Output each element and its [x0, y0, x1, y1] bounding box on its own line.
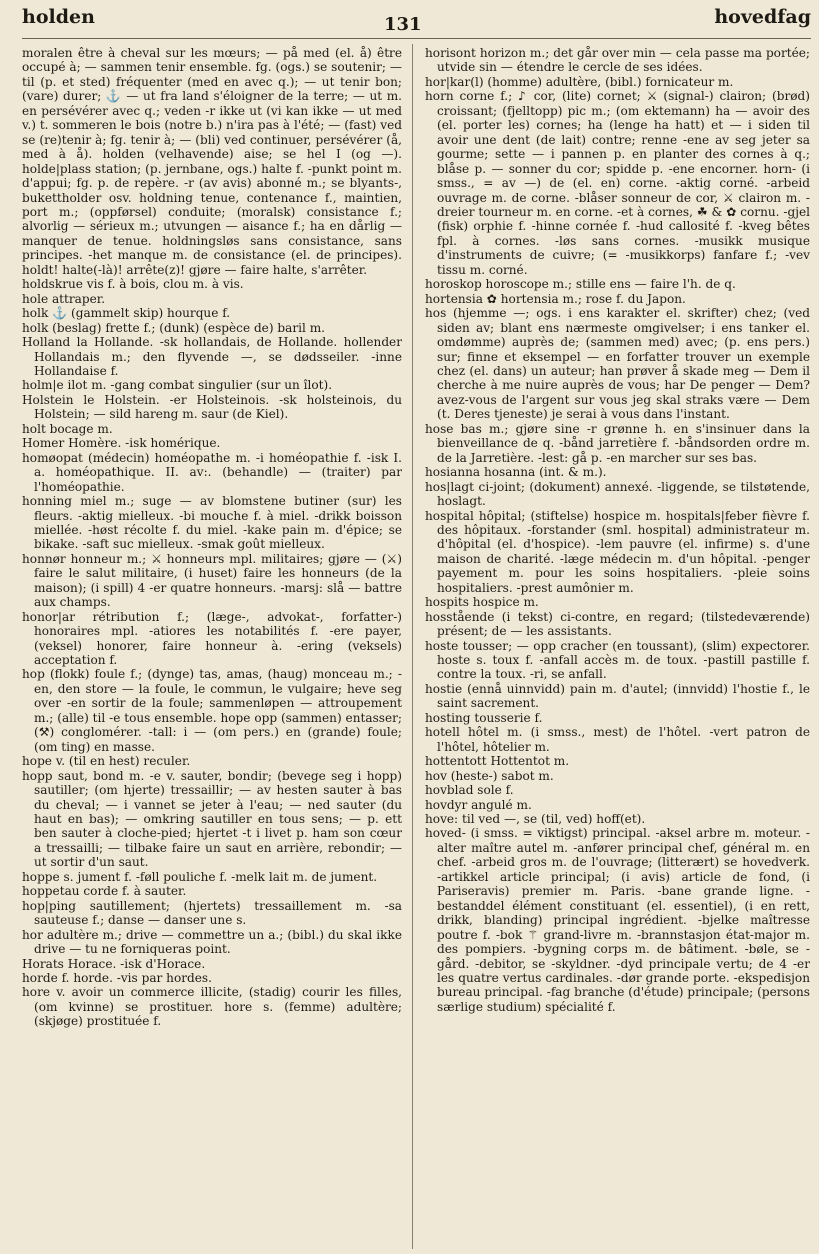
left-guide-word: holden — [22, 6, 95, 28]
entry: hop (flokk) foule f.; (dynge) tas, amas, (haug) monceau m.; -en, den store — la foule, le commun, le vulgaire; heve seg over -en sortir de la foule; sammenløpen — attroupement m.; (alle) til -e tous ensemble. hope opp (sammen) entasser; (⚒) conglomérer. -tall: i — (om pers.) en (grande) foule; (om ting) en masse. — [22, 667, 402, 754]
entry: hov (heste-) sabot m. — [425, 768, 554, 783]
entry: hostie (ennå uinnvidd) pain m. d'autel; (innvidd) l'hostie f., le saint sacrement. — [425, 681, 810, 711]
entry: hor adultère m.; drive — commettre un a.; (bibl.) du skal ikke drive — tu ne forniqueras point. — [22, 927, 402, 957]
entry: Horats Horace. -isk d'Horace. — [22, 956, 206, 971]
page-number: 131 — [384, 14, 422, 35]
entry: holk ⚓ (gammelt skip) hourque f. — [22, 306, 231, 321]
entry: horde f. horde. -vis par hordes. — [22, 971, 212, 985]
entry: hoppe s. jument f. -føll pouliche f. -melk lait m. de jument. — [22, 869, 378, 884]
right-column — [425, 46, 810, 1250]
entry: honning miel m.; suge — av blomstene butiner (sur) les fleurs. -aktig mielleux. -bi mouche f. à miel. -drikk boisson miellée. -høst récolte f. du miel. -kake pain m. d'épice; se bikake. -saft suc mielleux. -smak goût mielleux. — [22, 494, 402, 552]
page-header — [22, 6, 811, 40]
entry: hosting tousserie f. — [425, 710, 543, 725]
entry: hosianna hosanna (int. & m.). — [425, 465, 607, 480]
entry: hore v. avoir un commerce illicite, (stadig) courir les filles, (om kvinne) se prostituer. hore s. (femme) adultère; (skjøge) prostituée f. — [22, 985, 402, 1029]
entry: honnør honneur m.; ⚔ honneurs mpl. militaires; gjøre — (⚔) faire le salut militaire, (i huset) faire les honneurs (de la maison); (i spill) 4 -er quatre honneurs. -marsj: slå — battre aux champs. — [22, 551, 402, 610]
entry: honor|ar rétribution f.; (læge-, advokat-, forfatter-) honoraires mpl. -atiores les notabilités f. -ere payer, (veksel) honorer, faire honneur à. -ering (veksels) acceptation f. — [22, 609, 402, 668]
entry: holm|e ilot m. -gang combat singulier (sur un îlot). — [22, 378, 333, 393]
entry: horoskop horoscope m.; stille ens — faire l'h. de q. — [425, 277, 736, 292]
entry: holk (beslag) frette f.; (dunk) (espèce de) baril m. — [22, 320, 326, 335]
entry: hoved- (i smss. = viktigst) principal. -aksel arbre m. moteur. -alter maître autel m. -anfører principal chef, général m. en chef. -arbeid gros m. de l'ouvrage; (litterært) se hovedverk. -artikkel article principal; (i avis) article de fond, (i Pariseravis) premier m. Paris. -bane grande ligne. -bestanddel élément constituant (el. essentiel), (i en rett, drikk, blanding) principal ingrédient. -bjelke maîtresse poutre f. -bok ⚚ grand-livre m. -brannstasjon état-major m. des pompiers. -bygning corps m. de bâtiment. -bøle, se -gård. -debitor, se -skyldner. -dyd principale vertu; de 4 -er les quatre vertus cardinales. -dør grande porte. -ekspedisjon bureau principal. -fag branche (d'étude) principale; (persons særlige studium) spécialité f. — [425, 826, 810, 1014]
entry: hope v. (til en hest) reculer. — [22, 754, 191, 769]
entry: holt bocage m. — [22, 421, 113, 436]
left-column — [22, 46, 402, 1250]
column-divider — [412, 44, 413, 1249]
entry: hose bas m.; gjøre sine -r grønne h. en s'insinuer dans la bienveillance de q. -bånd jarretière f. -båndsorden ordre m. de la Jarretière. -lest: gå p. -en marcher sur ses bas. — [425, 421, 810, 465]
entry: horisont horizon m.; det går over min — cela passe ma portée; utvide sin — étendre le cercle de ses idées. — [425, 46, 810, 75]
entry: hoste tousser; — opp cracher (en toussant), (slim) expectorer. hoste s. toux f. -anfall accès m. de toux. -pastill pastille f. contre la toux. -ri, se anfall. — [425, 638, 810, 682]
entry: horn corne f.; ♪ cor, (lite) cornet; ⚔ (signal-) clairon; (brød) croissant; (fjelltopp) pic m.; (om ektemann) ha — avoir des (el. porter les) cornes; ha (lenge ha hatt) et — i siden til avoir une dent (de lait) contre; renne -ene av seg jeter sa gourme; sette — i pannen p. en planter des cornes à q.; blåse p. — sonner du cor; spidde p. -ene encorner. horn- (i smss., = av —) de (el. en) corne. -aktig corné. -arbeid ouvrage m. de corne. -blåser sonneur de cor, ⚔ clairon m. -dreier tourneur m. en corne. -et à cornes, ☘ & ✿ cornu. -gjel (fisk) orphie f. -hinne cornée f. -hud callosité f. -kveg bêtes fpl. à cornes. -løs sans cornes. -musikk musique d'instruments de cuivre; (= -musikkorps) fanfare f.; -vev tissu m. corné. — [425, 89, 810, 277]
entry: homøopat (médecin) homéopathe m. -i homéopathie f. -isk I. a. homéopathique. II. av:. (behandle) — (traiter) par l'homéopathie. — [22, 450, 402, 494]
right-guide-word: hovedfag — [714, 6, 811, 28]
entry: hospits hospice m. — [425, 595, 539, 610]
entry: hortensia ✿ hortensia m.; rose f. du Japon. — [425, 291, 686, 306]
entry: hotell hôtel m. (i smss., mest) de l'hôtel. -vert patron de l'hôtel, hôtelier m. — [425, 725, 810, 754]
entry: hos|lagt ci-joint; (dokument) annexé. -liggende, se tilstøtende, hoslagt. — [425, 479, 810, 509]
entry: hos (hjemme —; ogs. i ens karakter el. skrifter) chez; (ved siden av; blant ens nærmeste omgivelser; i ens tanker el. omdømme) auprès de; (sammen med) avec; (p. ens pers.) sur; finne et eksempel — en forfatter trouver un exemple chez (el. dans) un auteur; han prøver å skade meg — Dem il cherche à me nuire auprès de vous; har De penger — Dem? avez-vous de l'argent sur vous jeg skal straks være — Dem (t. Deres tjeneste) je serai à vous dans l'instant. — [425, 306, 810, 422]
entry: Holland la Hollande. -sk hollandais, de Hollande. hollender Hollandais m.; den flyvende —, se dødsseiler. -inne Hollandaise f. — [22, 335, 402, 378]
entry: hole attraper. — [22, 291, 106, 306]
entry: moralen être à cheval sur les mœurs; — på med (el. å) être occupé à; — sammen tenir ensemble. fg. (ogs.) se soutenir; — til (p. et sted) fréquenter (med en avec q.); — ut tenir bon; (vare) durer; ⚓ — ut fra land s'éloigner de la terre; — ut m. en persévérer avec q.; veden -r ikke ut (vi kan ikke — ut med v.) t. sommeren le bois (notre b.) n'ira pas à l'été; — (fast) ved se (re)tenir à; fg. tenir à; — (bli) ved continuer, persévérer (å, med à å). holden (velhavende) aise; se hel I (og —). holde|plass station; (p. jernbane, ogs.) halte f. -punkt point m. d'appui; fg. p. de repère. -r (av avis) abonné m.; se blyants-, bukettholder osv. holdning tenue, contenance f., maintien, port m.; (oppførsel) conduite; (moralsk) consistance f.; alvorlig — sérieux m.; utvungen — aisance f.; ha en dårlig — manquer de tenue. holdningsløs sans consistance, sans principes. -het manque m. de consistance (el. de principes). holdt! halte(-là)! arrête(z)! gjøre — faire halte, s'arrêter. — [22, 46, 402, 277]
header-rule — [22, 38, 811, 39]
entry: hoppetau corde f. à sauter. — [22, 884, 187, 899]
entry: hottentott Hottentot m. — [425, 754, 570, 769]
entry: Homer Homère. -isk homérique. — [22, 436, 221, 451]
entry: hor|kar(l) (homme) adultère, (bibl.) fornicateur m. — [425, 74, 734, 89]
entry: hove: til ved —, se (til, ved) hoff(et). — [425, 812, 646, 827]
entry: hop|ping sautillement; (hjertets) tressaillement m. -sa sauteuse f.; danse — danser une s. — [22, 898, 402, 928]
entry: holdskrue vis f. à bois, clou m. à vis. — [22, 277, 244, 292]
entry: Holstein le Holstein. -er Holsteinois. -sk holsteinois, du Holstein; — sild hareng m. saur (de Kiel). — [22, 392, 402, 422]
entry: hospital hôpital; (stiftelse) hospice m. hospitals|feber fièvre f. des hôpitaux. -forstander (sml. hospital) administrateur m. d'hôpital (el. d'hospice). -lem pauvre (el. infirme) s. d'une maison de charité. -læge médecin m. d'un hôpital. -penger payement m. pour les soins hospitaliers. -pleie soins hospitaliers. -prest aumônier m. — [425, 508, 810, 595]
entry: hovdyr angulé m. — [425, 797, 532, 812]
entry: hovblad sole f. — [425, 783, 514, 798]
entry: hopp saut, bond m. -e v. sauter, bondir; (bevege seg i hopp) sautiller; (om hjerte) tressaillir; — av hesten sauter à bas du cheval; — i vannet se jeter à l'eau; — ned sauter (du haut en bas); — omkring sautiller en tous sens; — p. ett ben sauter à cloche-pied; hjertet -t i livet p. ham son cœur a tressailli; — tilbake faire un saut en arrière, rebondir; — ut sortir d'un saut. — [22, 768, 402, 870]
entry: hosstående (i tekst) ci-contre, en regard; (tilstedeværende) présent; de — les assistants. — [425, 609, 810, 639]
